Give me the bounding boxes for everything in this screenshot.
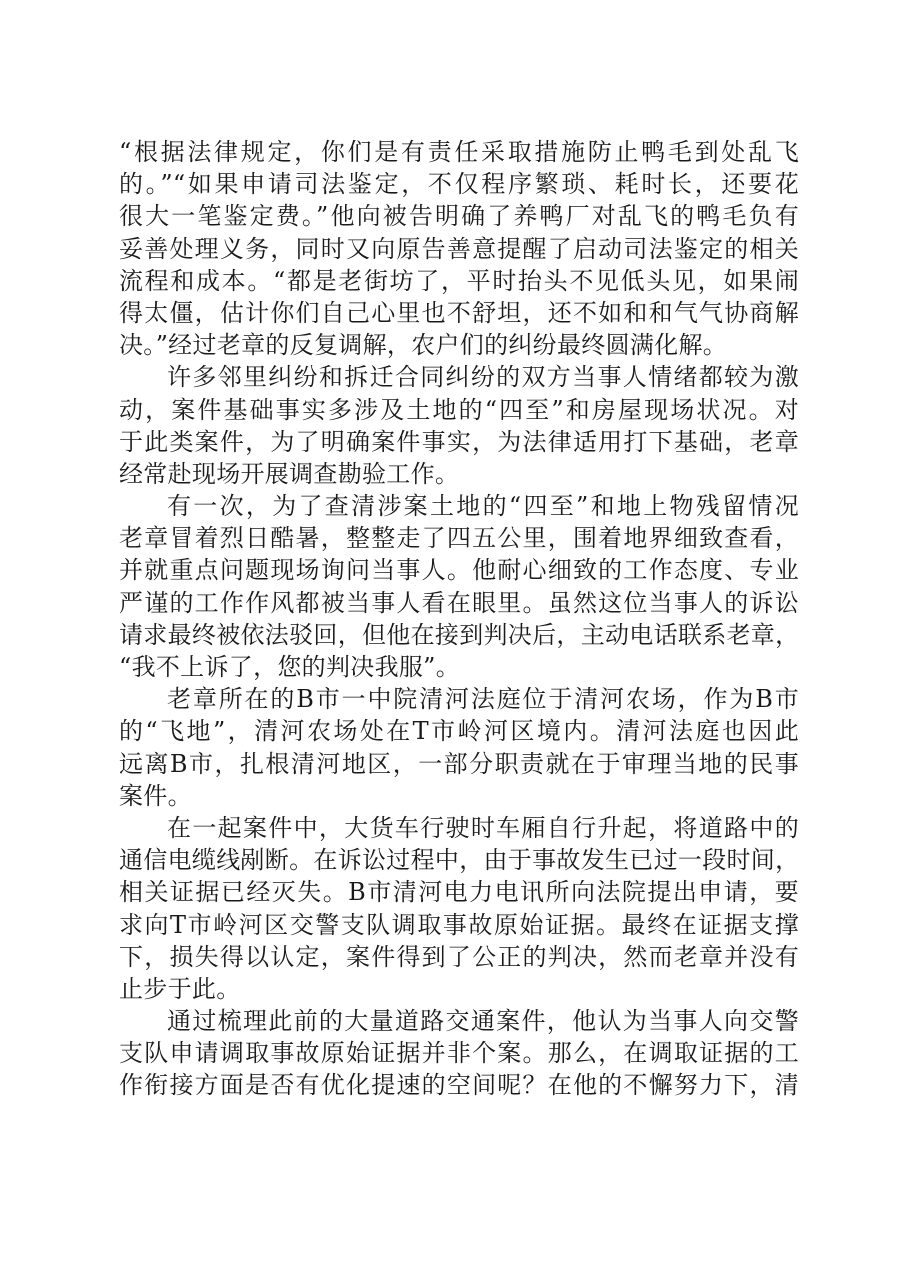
text-line: 老章冒着烈日酷暑，整整走了四五公里，围着地界细致查看， (119, 524, 799, 553)
text-line: 通过梳理此前的大量道路交通案件，他认为当事人向交警 (167, 1007, 799, 1036)
text-line: 的“飞地”，清河农场处在T市岭河区境内。清河法庭也因此 (119, 717, 799, 746)
text-line: 动，案件基础事实多涉及土地的“四至”和房屋现场状况。对 (119, 395, 799, 424)
text-line: 得太僵，估计你们自己心里也不舒坦，还不如和和气气协商解 (119, 298, 799, 327)
text-line: 在一起案件中，大货车行驶时车厢自行升起，将道路中的 (167, 813, 799, 842)
text-line: 相关证据已经灭失。B市清河电力电讯所向法院提出申请，要 (119, 878, 799, 907)
article-body (119, 136, 799, 1102)
text-line: “根据法律规定，你们是有责任采取措施防止鸭毛到处乱飞 (119, 138, 799, 166)
text-line: 作衔接方面是否有优化提速的空间呢？在他的不懈努力下，清 (119, 1071, 799, 1100)
text-line: 通信电缆线剐断。在诉讼过程中，由于事故发生已过一段时间， (119, 846, 800, 875)
text-line: 的。”“如果申请司法鉴定，不仅程序繁琐、耗时长，还要花 (119, 170, 799, 199)
text-line: 妥善处理义务，同时又向原告善意提醒了启动司法鉴定的相关 (119, 234, 799, 263)
text-line: 止步于此。 (119, 974, 241, 1003)
text-line: 流程和成本。“都是老街坊了，平时抬头不见低头见，如果闹 (119, 266, 799, 295)
text-line: 决。”经过老章的反复调解，农户们的纠纷最终圆满化解。 (119, 331, 728, 360)
paragraph-2 (119, 361, 799, 490)
text-line: 并就重点问题现场询问当事人。他耐心细致的工作态度、专业 (119, 556, 799, 585)
text-line: 有一次，为了查清涉案土地的“四至”和地上物残留情况 (167, 492, 799, 521)
text-line: 经常赴现场开展调查勘验工作。 (119, 459, 460, 488)
text-line: 下，损失得以认定，案件得到了公正的判决，然而老章并没有 (119, 942, 799, 971)
text-line: 许多邻里纠纷和拆迁合同纠纷的双方当事人情绪都较为激 (167, 363, 799, 392)
text-line: 支队申请调取事故原始证据并非个案。那么，在调取证据的工 (119, 1039, 799, 1068)
paragraph-1 (119, 136, 799, 361)
text-line: 于此类案件，为了明确案件事实，为法律适用打下基础，老章 (119, 427, 799, 456)
text-line: 严谨的工作作风都被当事人看在眼里。虽然这位当事人的诉讼 (119, 588, 799, 617)
paragraph-4 (119, 683, 799, 812)
text-line: 很大一笔鉴定费。”他向被告明确了养鸭厂对乱飞的鸭毛负有 (119, 202, 799, 231)
paragraph-5 (119, 812, 799, 1005)
text-line: 案件。 (119, 781, 192, 810)
paragraph-6 (119, 1005, 799, 1102)
text-line: 老章所在的B市一中院清河法庭位于清河农场，作为B市 (167, 685, 799, 714)
paragraph-3 (119, 490, 799, 683)
text-line: “我不上诉了，您的判决我服”。 (119, 653, 461, 681)
text-line: 请求最终被依法驳回，但他在接到判决后，主动电话联系老章， (119, 620, 800, 649)
text-line: 远离B市，扎根清河地区，一部分职责就在于审理当地的民事 (119, 749, 799, 778)
text-line: 求向T市岭河区交警支队调取事故原始证据。最终在证据支撑 (119, 910, 799, 939)
